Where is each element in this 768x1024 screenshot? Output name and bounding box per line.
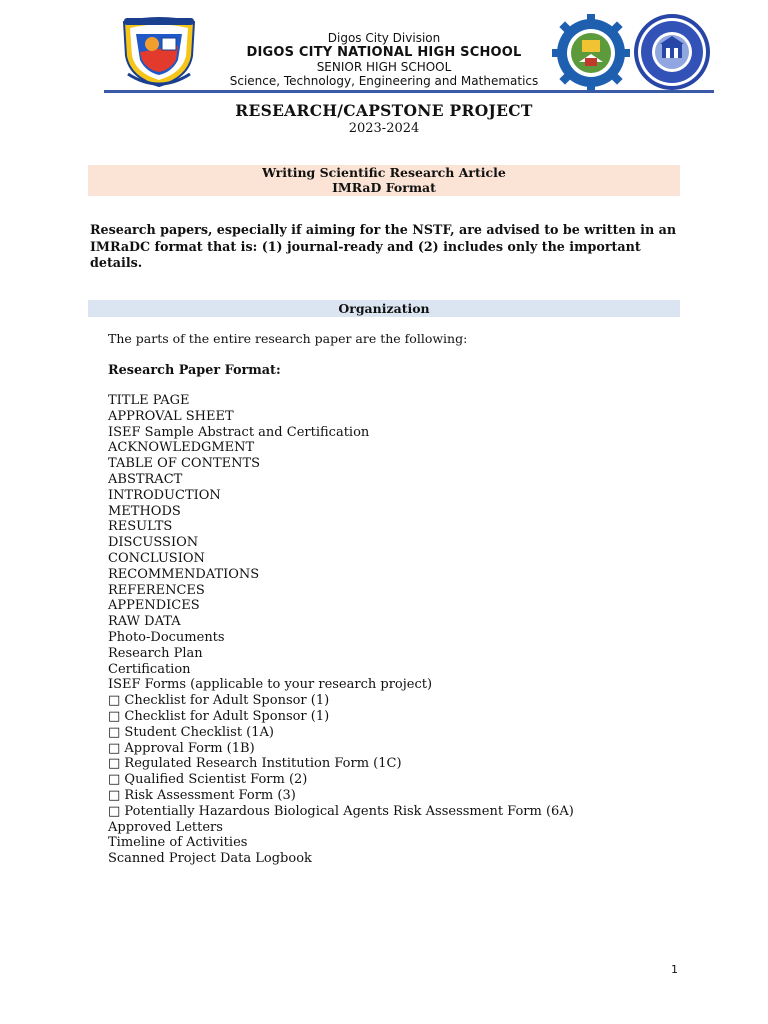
division-seal-icon bbox=[118, 16, 200, 88]
format-list-item: CONCLUSION bbox=[108, 550, 205, 566]
format-list-item: □ Student Checklist (1A) bbox=[108, 724, 274, 740]
school-year: 2023-2024 bbox=[348, 121, 420, 136]
format-list-item: □ Approval Form (1B) bbox=[108, 740, 255, 756]
school-level: SENIOR HIGH SCHOOL bbox=[316, 60, 452, 74]
format-list-item: □ Checklist for Adult Sponsor (1) bbox=[108, 708, 330, 724]
format-list-item: TITLE PAGE bbox=[108, 393, 190, 408]
document-title: RESEARCH/CAPSTONE PROJECT bbox=[235, 101, 533, 120]
format-heading: Research Paper Format: bbox=[108, 363, 281, 378]
format-list-item: REFERENCES bbox=[108, 582, 205, 598]
school-gear-seal-icon bbox=[552, 14, 630, 92]
writing-format-box bbox=[88, 165, 680, 196]
format-list-item: DISCUSSION bbox=[108, 535, 199, 551]
format-list-item: INTRODUCTION bbox=[108, 487, 221, 503]
format-list-item: Approved Letters bbox=[108, 819, 223, 835]
school-name: DIGOS CITY NATIONAL HIGH SCHOOL bbox=[246, 45, 522, 60]
format-list-item: ABSTRACT bbox=[108, 471, 183, 487]
format-list-item: □ Qualified Scientist Form (2) bbox=[108, 772, 308, 788]
header-divider bbox=[104, 90, 714, 93]
organization-heading: Organization bbox=[88, 300, 680, 317]
format-list-item: TABLE OF CONTENTS bbox=[108, 456, 261, 472]
research-format-list bbox=[108, 393, 574, 867]
senior-high-seal-icon bbox=[632, 12, 712, 92]
format-list-item: □ Checklist for Adult Sponsor (1) bbox=[108, 693, 330, 709]
format-list-item: RAW DATA bbox=[108, 614, 181, 630]
format-list-item: □ Potentially Hazardous Biological Agents Risk Assessment Form (6A) bbox=[108, 803, 574, 819]
strand-name: Science, Technology, Engineering and Mathematics bbox=[229, 74, 539, 88]
format-list-item: METHODS bbox=[108, 503, 181, 519]
division-name: Digos City Division bbox=[327, 31, 441, 45]
format-list-item: □ Regulated Research Institution Form (1C) bbox=[108, 756, 402, 772]
format-list-item: Timeline of Activities bbox=[108, 835, 248, 851]
page-number: 1 bbox=[671, 963, 678, 976]
format-list-item: Photo-Documents bbox=[108, 629, 225, 645]
format-list-item: RECOMMENDATIONS bbox=[108, 566, 260, 582]
format-list-item: ISEF Forms (applicable to your research project) bbox=[108, 677, 433, 693]
format-list-item: APPROVAL SHEET bbox=[108, 408, 234, 424]
parts-intro: The parts of the entire research paper are the following: bbox=[108, 331, 468, 346]
intro-paragraph: Research papers, especially if aiming for the NSTF, are advised to be written in an IMRaDC format that is: (1) journal-ready and (2) includes only the important details. bbox=[90, 222, 677, 270]
writing-box-line1: Writing Scientific Research Article bbox=[262, 165, 506, 180]
format-list-item: Research Plan bbox=[108, 645, 203, 661]
format-list-item: ISEF Sample Abstract and Certification bbox=[108, 424, 370, 440]
format-list-item: □ Risk Assessment Form (3) bbox=[108, 787, 296, 803]
format-list-item: Certification bbox=[108, 661, 191, 677]
format-list-item: Scanned Project Data Logbook bbox=[108, 851, 312, 867]
format-list-item: RESULTS bbox=[108, 519, 173, 535]
format-list-item: ACKNOWLEDGMENT bbox=[108, 440, 255, 456]
writing-box-line2: IMRaD Format bbox=[332, 180, 436, 195]
format-list-item: APPENDICES bbox=[108, 598, 200, 614]
